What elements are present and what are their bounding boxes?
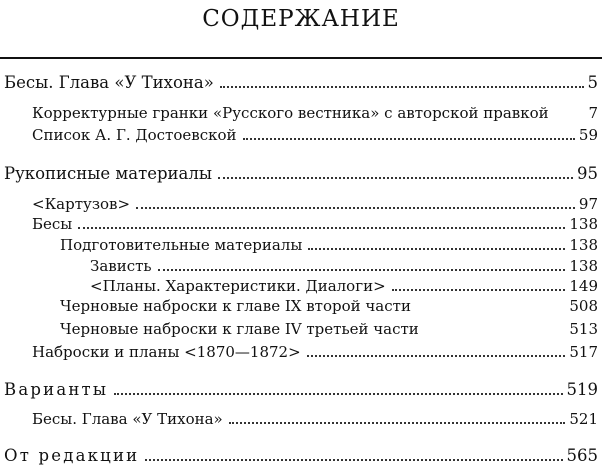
toc-entry — [4, 380, 598, 400]
toc-entry — [32, 194, 598, 214]
page-title: СОДЕРЖАНИЕ — [202, 6, 400, 32]
toc-entry-page-number: 513 — [569, 320, 598, 338]
toc-entry — [60, 235, 598, 255]
toc-entry-title: Варианты — [4, 380, 109, 399]
dot-leader — [78, 227, 565, 229]
toc-entry-page-number: 149 — [569, 277, 598, 295]
toc-entry-title: Подготовительные материалы — [60, 236, 303, 254]
toc-entry — [32, 409, 598, 429]
toc-entry-title: Корректурные гранки «Русского вестника» с авторской правкой — [32, 104, 549, 122]
toc-entry-title: Черновые наброски к главе IV третьей части — [60, 320, 419, 338]
dot-leader — [392, 289, 566, 291]
toc-entry-page-number: 517 — [569, 343, 598, 361]
toc-entry — [90, 276, 598, 296]
toc-entry-title: Бесы. Глава «У Тихона» — [4, 73, 214, 92]
toc-entry-title: Рукописные материалы — [4, 164, 213, 183]
toc-entry-title: Наброски и планы <1870—1872> — [32, 343, 301, 361]
toc-entry-title: Список А. Г. Достоевской — [32, 126, 237, 144]
dot-leader — [158, 269, 566, 271]
toc-entry-title: Черновые наброски к главе IX второй части — [60, 297, 411, 315]
toc-entry-title: Бесы. Глава «У Тихона» — [32, 410, 223, 428]
toc-entry — [32, 103, 598, 123]
toc-entry-page-number: 508 — [569, 297, 598, 315]
dot-leader — [229, 422, 566, 424]
dot-leader — [243, 138, 575, 140]
dot-leader — [218, 177, 573, 179]
toc-entry — [32, 214, 598, 234]
toc-entry-page-number: 59 — [578, 126, 598, 144]
dot-leader — [136, 207, 575, 209]
toc-entry-page-number: 138 — [569, 257, 598, 275]
toc-entry-page-number: 97 — [578, 195, 598, 213]
toc-entry-title: <Картузов> — [32, 195, 131, 213]
toc-entry-page-number: 95 — [577, 164, 598, 183]
toc-entry-title: Бесы — [32, 215, 73, 233]
toc-entry-title: Зависть — [90, 257, 152, 275]
toc-entry-page-number: 7 — [588, 104, 598, 122]
toc-entry-page-number: 565 — [566, 446, 598, 465]
toc-entry-page-number: 5 — [587, 73, 598, 92]
toc-entry-page-number: 519 — [566, 380, 598, 399]
dot-leader — [145, 459, 562, 461]
toc-entry — [90, 256, 598, 276]
dot-leader — [308, 248, 565, 250]
toc-entry — [4, 446, 598, 466]
toc-entry — [4, 164, 598, 184]
dot-leader — [307, 355, 566, 357]
toc-entry — [32, 342, 598, 362]
toc-entry-title: <Планы. Характеристики. Диалоги> — [90, 277, 386, 295]
toc-entry — [4, 73, 598, 93]
toc-entry — [32, 125, 598, 145]
toc-entry — [60, 319, 598, 339]
toc-entry-page-number: 138 — [569, 215, 598, 233]
dot-leader — [114, 393, 562, 395]
dot-leader — [220, 86, 584, 88]
toc-entry-title: От редакции — [4, 446, 140, 465]
toc-entry-page-number: 521 — [569, 410, 598, 428]
toc-entry-page-number: 138 — [569, 236, 598, 254]
toc-entry — [60, 296, 598, 316]
